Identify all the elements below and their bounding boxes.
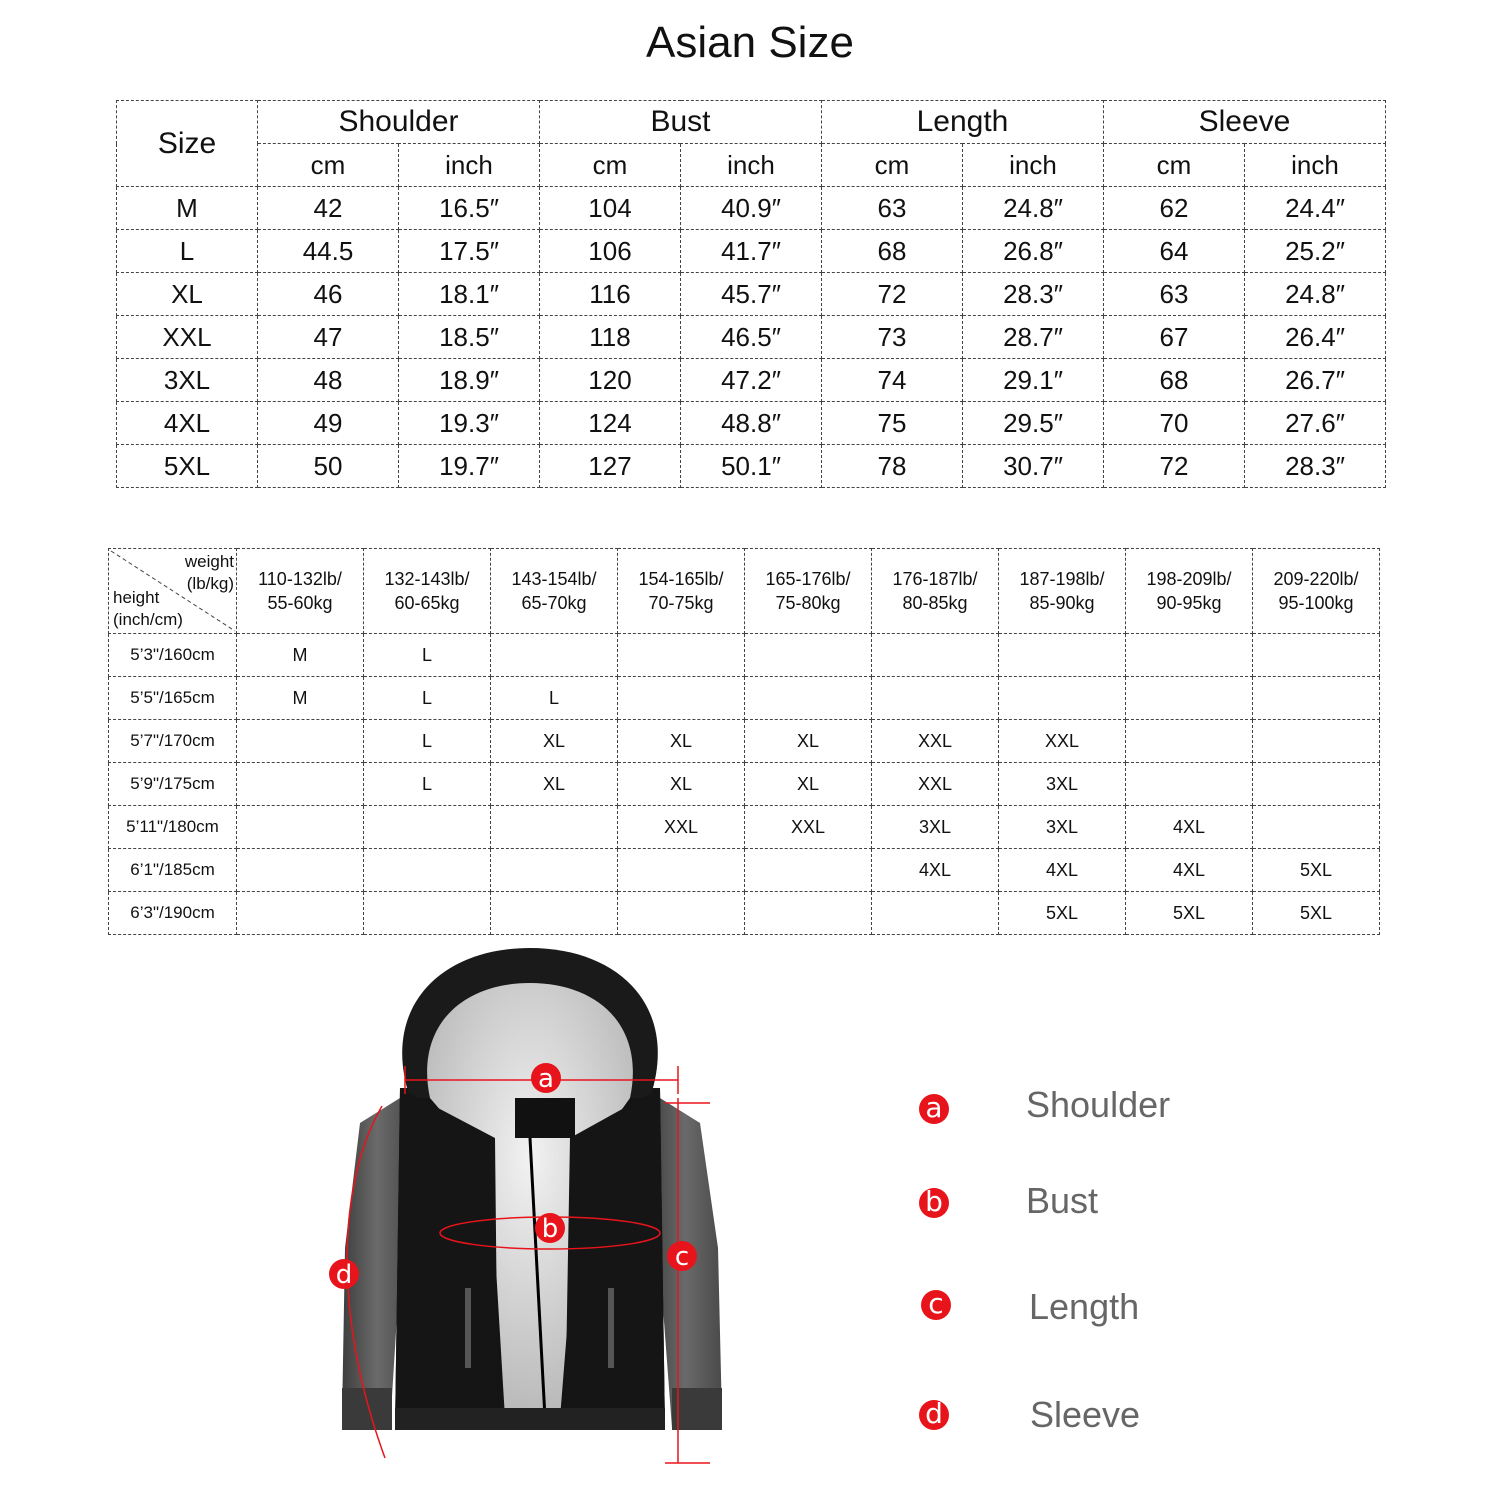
legend-label-bust: Bust: [1026, 1180, 1099, 1221]
size-cell: 5XL: [117, 445, 258, 488]
recommended-size-cell: [1253, 634, 1380, 677]
unit-header: cm: [822, 144, 963, 187]
recommended-size-cell: [237, 763, 364, 806]
weight-range-kg: 75-80kg: [775, 593, 841, 613]
recommended-size-cell: [1253, 677, 1380, 720]
recommended-size-cell: [237, 892, 364, 935]
recommended-size-cell: 3XL: [999, 763, 1126, 806]
recommended-size-cell: [1126, 634, 1253, 677]
recommended-size-cell: [491, 892, 618, 935]
fit-table-corner-header: [109, 549, 237, 634]
recommended-size-cell: L: [364, 677, 491, 720]
recommended-size-cell: [237, 720, 364, 763]
size-column-header: Size: [117, 101, 258, 187]
table-row: [117, 445, 1386, 488]
recommended-size-cell: [491, 849, 618, 892]
unit-header: inch: [1245, 144, 1386, 187]
recommended-size-cell: 3XL: [999, 806, 1126, 849]
recommended-size-cell: [364, 892, 491, 935]
unit-header: cm: [258, 144, 399, 187]
height-cell: 5’3"/160cm: [109, 634, 237, 677]
table-row: [109, 720, 1380, 763]
measurement-cell: 74: [822, 359, 963, 402]
weight-height-fit-table: [108, 548, 1380, 935]
recommended-size-cell: [237, 806, 364, 849]
recommended-size-cell: [364, 806, 491, 849]
measurement-cell: 42: [258, 187, 399, 230]
measurement-cell: 24.8″: [1245, 273, 1386, 316]
height-axis-label-line2: (inch/cm): [113, 610, 183, 629]
measurement-cell: 78: [822, 445, 963, 488]
recommended-size-cell: [745, 892, 872, 935]
recommended-size-cell: [618, 677, 745, 720]
weight-range-lb: 176-187lb/: [892, 569, 978, 589]
recommended-size-cell: 5XL: [999, 892, 1126, 935]
height-cell: 6’1"/185cm: [109, 849, 237, 892]
measurement-cell: 127: [540, 445, 681, 488]
weight-range-kg: 95-100kg: [1278, 593, 1354, 613]
unit-header: inch: [399, 144, 540, 187]
weight-range-kg: 60-65kg: [394, 593, 460, 613]
fit-table-header-row: [109, 549, 1380, 634]
height-cell: 5’5"/165cm: [109, 677, 237, 720]
recommended-size-cell: [745, 634, 872, 677]
svg-text:a: a: [538, 1064, 554, 1094]
legend-label-shoulder: Shoulder: [1026, 1084, 1171, 1125]
measurement-cell: 40.9″: [681, 187, 822, 230]
size-cell: XXL: [117, 316, 258, 359]
weight-range-kg: 65-70kg: [521, 593, 587, 613]
recommended-size-cell: L: [491, 677, 618, 720]
legend-marker-a: a: [919, 1094, 949, 1124]
measurement-cell: 62: [1104, 187, 1245, 230]
recommended-size-cell: [999, 677, 1126, 720]
measurement-cell: 64: [1104, 230, 1245, 273]
recommended-size-cell: L: [364, 634, 491, 677]
table-row: [109, 892, 1380, 935]
recommended-size-cell: M: [237, 634, 364, 677]
weight-range-header: [745, 549, 872, 634]
measurement-cell: 29.1″: [963, 359, 1104, 402]
weight-axis-label-line2: (lb/kg): [186, 574, 234, 593]
measurement-cell: 28.3″: [1245, 445, 1386, 488]
measurement-cell: 47: [258, 316, 399, 359]
unit-header: inch: [681, 144, 822, 187]
height-axis-label: [113, 587, 183, 631]
weight-range-header: [872, 549, 999, 634]
measurement-cell: 73: [822, 316, 963, 359]
table-row: [109, 849, 1380, 892]
svg-text:d: d: [335, 1260, 353, 1290]
unit-header: cm: [540, 144, 681, 187]
measurement-cell: 106: [540, 230, 681, 273]
recommended-size-cell: XL: [745, 720, 872, 763]
weight-range-lb: 209-220lb/: [1273, 569, 1359, 589]
recommended-size-cell: [1253, 720, 1380, 763]
measurement-cell: 104: [540, 187, 681, 230]
recommended-size-cell: M: [237, 677, 364, 720]
measurement-cell: 63: [1104, 273, 1245, 316]
recommended-size-cell: [618, 634, 745, 677]
recommended-size-cell: XL: [491, 763, 618, 806]
table-row: [109, 763, 1380, 806]
recommended-size-cell: 4XL: [999, 849, 1126, 892]
legend-marker-d: d: [919, 1400, 949, 1430]
size-table-header-row: [117, 101, 1386, 144]
weight-range-lb: 187-198lb/: [1019, 569, 1105, 589]
size-chart-table: [116, 100, 1386, 488]
size-cell: 3XL: [117, 359, 258, 402]
recommended-size-cell: [237, 849, 364, 892]
measurement-cell: 25.2″: [1245, 230, 1386, 273]
measurement-cell: 27.6″: [1245, 402, 1386, 445]
recommended-size-cell: XL: [745, 763, 872, 806]
measurement-cell: 116: [540, 273, 681, 316]
size-table-unit-row: [117, 144, 1386, 187]
measurement-cell: 63: [822, 187, 963, 230]
measurement-cell: 75: [822, 402, 963, 445]
measurement-cell: 47.2″: [681, 359, 822, 402]
table-row: [109, 677, 1380, 720]
measurement-cell: 26.8″: [963, 230, 1104, 273]
weight-range-lb: 154-165lb/: [638, 569, 724, 589]
measurement-cell: 120: [540, 359, 681, 402]
measurement-cell: 50.1″: [681, 445, 822, 488]
legend-label-length: Length: [1029, 1286, 1140, 1327]
legend-marker-b: b: [919, 1188, 949, 1218]
recommended-size-cell: 5XL: [1126, 892, 1253, 935]
measurement-cell: 26.4″: [1245, 316, 1386, 359]
weight-range-kg: 55-60kg: [267, 593, 333, 613]
recommended-size-cell: XXL: [618, 806, 745, 849]
measurement-cell: 67: [1104, 316, 1245, 359]
unit-header: cm: [1104, 144, 1245, 187]
recommended-size-cell: XL: [618, 720, 745, 763]
table-row: [117, 273, 1386, 316]
measurement-cell: 24.4″: [1245, 187, 1386, 230]
recommended-size-cell: [1126, 763, 1253, 806]
weight-range-header: [1126, 549, 1253, 634]
recommended-size-cell: XL: [491, 720, 618, 763]
recommended-size-cell: XL: [618, 763, 745, 806]
recommended-size-cell: 4XL: [1126, 849, 1253, 892]
measurement-cell: 24.8″: [963, 187, 1104, 230]
weight-range-kg: 85-90kg: [1029, 593, 1095, 613]
size-cell: XL: [117, 273, 258, 316]
recommended-size-cell: [1253, 806, 1380, 849]
measurement-cell: 124: [540, 402, 681, 445]
measurement-cell: 30.7″: [963, 445, 1104, 488]
measurement-cell: 16.5″: [399, 187, 540, 230]
measure-group-header: Sleeve: [1104, 101, 1386, 144]
height-cell: 6’3"/190cm: [109, 892, 237, 935]
height-cell: 5’7"/170cm: [109, 720, 237, 763]
measurement-cell: 118: [540, 316, 681, 359]
recommended-size-cell: XXL: [745, 806, 872, 849]
measure-group-header: Bust: [540, 101, 822, 144]
measurement-cell: 46.5″: [681, 316, 822, 359]
recommended-size-cell: L: [364, 720, 491, 763]
measure-group-header: Shoulder: [258, 101, 540, 144]
recommended-size-cell: 4XL: [1126, 806, 1253, 849]
unit-header: inch: [963, 144, 1104, 187]
weight-range-header: [999, 549, 1126, 634]
recommended-size-cell: [618, 849, 745, 892]
table-row: [117, 402, 1386, 445]
measurement-cell: 18.5″: [399, 316, 540, 359]
measurement-cell: 46: [258, 273, 399, 316]
weight-range-header: [237, 549, 364, 634]
measurement-cell: 44.5: [258, 230, 399, 273]
measurement-cell: 48.8″: [681, 402, 822, 445]
measurement-cell: 28.7″: [963, 316, 1104, 359]
recommended-size-cell: L: [364, 763, 491, 806]
table-row: [109, 634, 1380, 677]
measurement-cell: 19.7″: [399, 445, 540, 488]
measurement-cell: 68: [1104, 359, 1245, 402]
recommended-size-cell: [872, 634, 999, 677]
weight-range-header: [1253, 549, 1380, 634]
measurement-cell: 28.3″: [963, 273, 1104, 316]
recommended-size-cell: 4XL: [872, 849, 999, 892]
table-row: [109, 806, 1380, 849]
weight-range-lb: 110-132lb/: [258, 569, 342, 589]
weight-range-lb: 132-143lb/: [384, 569, 470, 589]
recommended-size-cell: [999, 634, 1126, 677]
weight-axis-label-line1: weight: [184, 552, 234, 571]
recommended-size-cell: [745, 849, 872, 892]
weight-axis-label: [185, 551, 234, 595]
measurement-cell: 19.3″: [399, 402, 540, 445]
measurement-cell: 17.5″: [399, 230, 540, 273]
recommended-size-cell: [745, 677, 872, 720]
recommended-size-cell: XXL: [872, 763, 999, 806]
height-cell: 5’11"/180cm: [109, 806, 237, 849]
table-row: [117, 359, 1386, 402]
measurement-cell: 18.9″: [399, 359, 540, 402]
size-cell: L: [117, 230, 258, 273]
recommended-size-cell: XXL: [999, 720, 1126, 763]
measurement-cell: 45.7″: [681, 273, 822, 316]
legend-label-sleeve: Sleeve: [1030, 1394, 1141, 1435]
weight-range-lb: 165-176lb/: [765, 569, 851, 589]
measurement-cell: 50: [258, 445, 399, 488]
measurement-cell: 48: [258, 359, 399, 402]
measurement-cell: 68: [822, 230, 963, 273]
recommended-size-cell: 5XL: [1253, 849, 1380, 892]
svg-text:b: b: [541, 1214, 559, 1244]
height-axis-label-line1: height: [113, 588, 160, 607]
table-row: [117, 187, 1386, 230]
weight-range-header: [618, 549, 745, 634]
legend-marker-c: c: [921, 1290, 951, 1320]
measurement-cell: 72: [822, 273, 963, 316]
jacket-measurement-illustration: [320, 948, 740, 1468]
svg-text:c: c: [674, 1242, 690, 1272]
recommended-size-cell: 3XL: [872, 806, 999, 849]
table-row: [117, 316, 1386, 359]
recommended-size-cell: [1126, 720, 1253, 763]
measurement-cell: 18.1″: [399, 273, 540, 316]
recommended-size-cell: [364, 849, 491, 892]
recommended-size-cell: XXL: [872, 720, 999, 763]
measurement-cell: 49: [258, 402, 399, 445]
recommended-size-cell: 5XL: [1253, 892, 1380, 935]
weight-range-kg: 70-75kg: [648, 593, 714, 613]
weight-range-header: [491, 549, 618, 634]
size-cell: 4XL: [117, 402, 258, 445]
size-cell: M: [117, 187, 258, 230]
weight-range-lb: 198-209lb/: [1146, 569, 1232, 589]
recommended-size-cell: [618, 892, 745, 935]
recommended-size-cell: [491, 634, 618, 677]
weight-range-kg: 80-85kg: [902, 593, 968, 613]
table-row: [117, 230, 1386, 273]
weight-range-lb: 143-154lb/: [511, 569, 597, 589]
recommended-size-cell: [872, 677, 999, 720]
measurement-cell: 41.7″: [681, 230, 822, 273]
measurement-cell: 29.5″: [963, 402, 1104, 445]
measurement-cell: 26.7″: [1245, 359, 1386, 402]
recommended-size-cell: [872, 892, 999, 935]
height-cell: 5’9"/175cm: [109, 763, 237, 806]
weight-range-header: [364, 549, 491, 634]
recommended-size-cell: [491, 806, 618, 849]
weight-range-kg: 90-95kg: [1156, 593, 1222, 613]
measurement-cell: 72: [1104, 445, 1245, 488]
page-title: Asian Size: [646, 18, 854, 67]
recommended-size-cell: [1126, 677, 1253, 720]
measurement-cell: 70: [1104, 402, 1245, 445]
recommended-size-cell: [1253, 763, 1380, 806]
measure-group-header: Length: [822, 101, 1104, 144]
